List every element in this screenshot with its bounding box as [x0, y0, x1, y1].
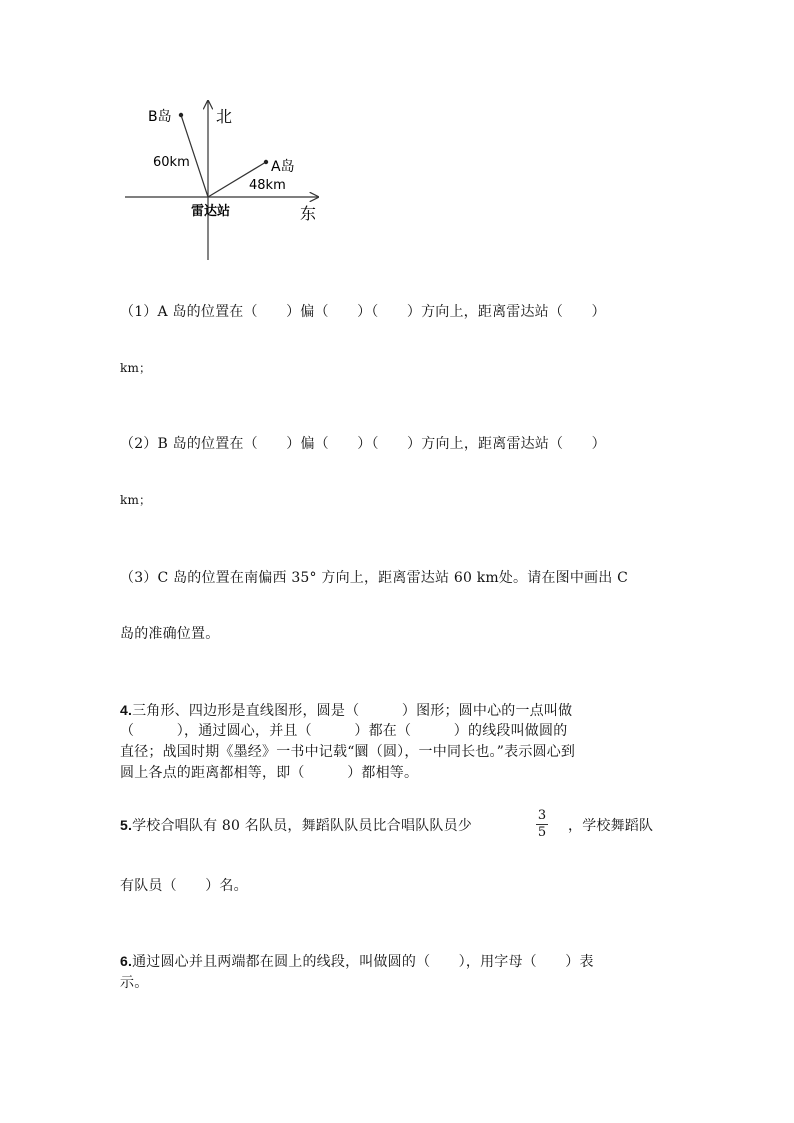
q5-fraction-numerator: 3: [537, 808, 547, 823]
q1-unit: km；: [120, 361, 152, 375]
q1-text: （1）A 岛的位置在（ ）偏（ ）（ ）方向上，距离雷达站（ ）: [120, 304, 606, 320]
q6-line-1: [120, 951, 594, 971]
q4-line-2: （ ），通过圆心，并且（ ）都在（ ）的线段叫做圆的: [120, 723, 568, 739]
b-distance-label: 60km: [153, 155, 190, 170]
q4-number: 4.: [120, 702, 133, 718]
q5-line-1: [120, 815, 472, 835]
q5-number: 5.: [120, 817, 133, 833]
a-island-point: [264, 160, 268, 164]
q4-line-1: [120, 700, 572, 720]
q4-line-3: 直径；战国时期《墨经》一书中记载“圜（圆），一中同长也。”表示圆心到: [120, 744, 576, 760]
q5-fraction-denominator: 5: [537, 825, 547, 840]
q2-unit: km；: [120, 493, 152, 507]
direction-diagram: [120, 95, 330, 265]
q5-fraction: [534, 808, 550, 841]
a-island-label: A岛: [271, 159, 295, 175]
q5-line-1-end: ，学校舞蹈队: [568, 818, 654, 834]
north-label: 北: [216, 107, 233, 126]
q5-line-1-text: 学校合唱队有 80 名队员，舞蹈队队员比合唱队队员少: [132, 818, 472, 834]
q6-number: 6.: [120, 953, 133, 969]
q6-line-1-text: 通过圆心并且两端都在圆上的线段，叫做圆的（ ），用字母（ ）表: [132, 954, 594, 970]
q4-line-1-text: 三角形、四边形是直线图形，圆是（ ）图形；圆中心的一点叫做: [132, 703, 573, 719]
b-island-label: B岛: [148, 109, 172, 125]
station-label: 雷达站: [191, 204, 231, 219]
q2-text: （2）B 岛的位置在（ ）偏（ ）（ ）方向上，距离雷达站（ ）: [120, 436, 606, 452]
b-island-point: [179, 113, 183, 117]
q4-line-4: 圆上各点的距离都相等，即（ ）都相等。: [120, 765, 419, 781]
q3-text: （3）C 岛的位置在南偏西 35° 方向上，距离雷达站 60 km处。请在图中画出 C: [120, 570, 629, 586]
a-distance-label: 48km: [249, 178, 286, 193]
q5-line-2: 有队员（ ）名。: [120, 878, 248, 894]
east-label: 东: [300, 204, 317, 223]
q3-text-continued: 岛的准确位置。: [120, 626, 220, 642]
q6-line-2: 示。: [120, 975, 149, 991]
